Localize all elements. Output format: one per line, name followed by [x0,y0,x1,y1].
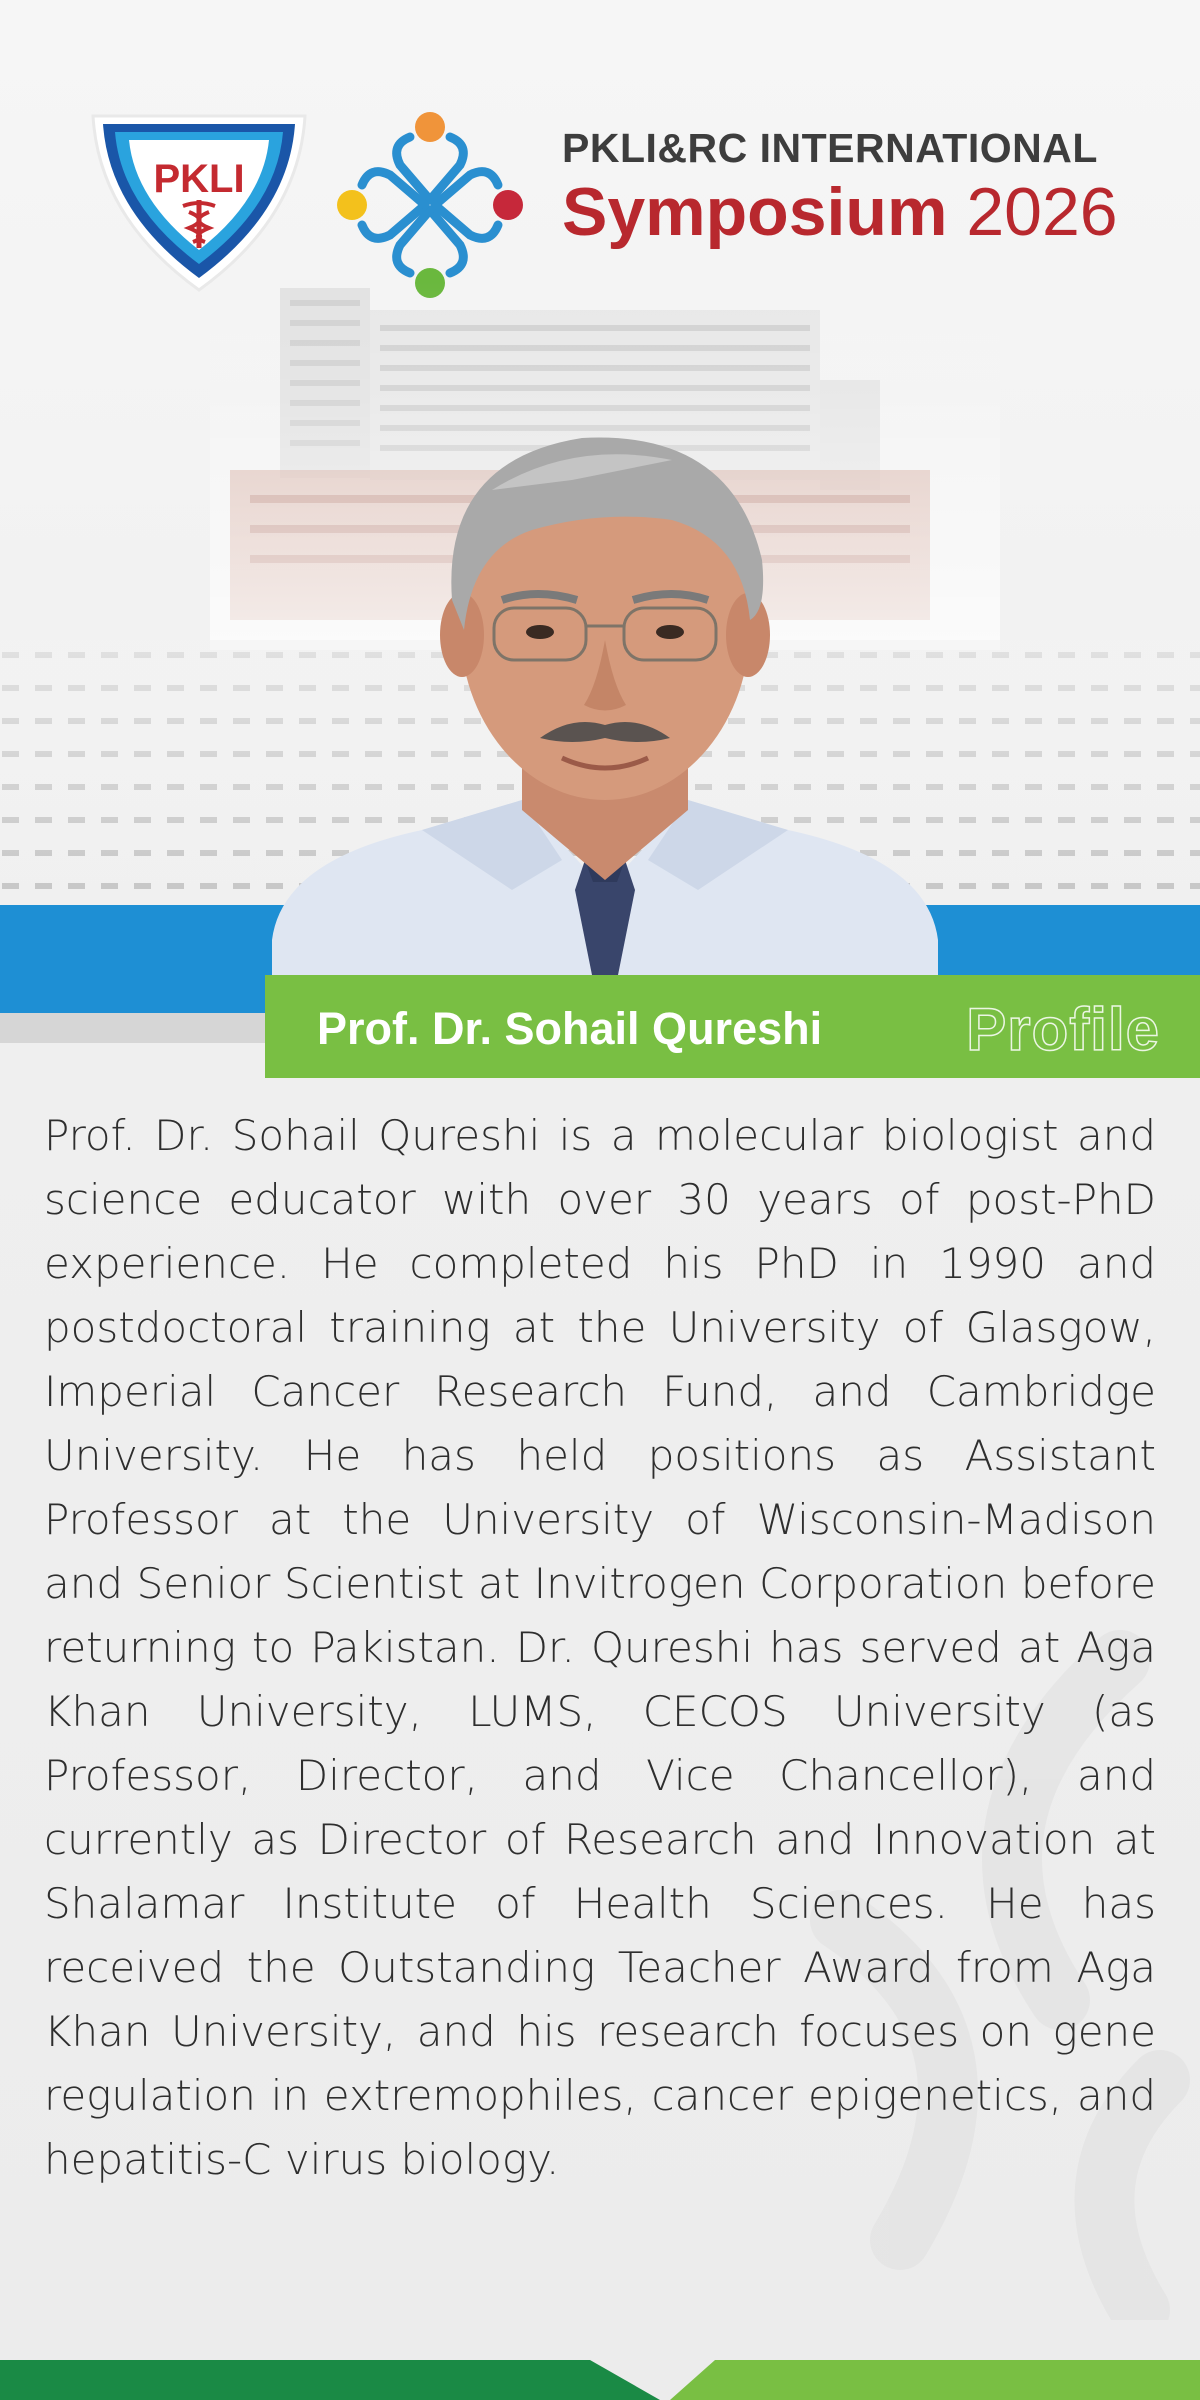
pkli-shield-logo-icon [85,108,313,298]
speaker-name: Prof. Dr. Sohail Qureshi [317,1003,823,1054]
symposium-title [562,174,1118,250]
symposium-year: 2026 [966,174,1118,250]
pkli-logo-text: PKLI [153,157,245,201]
name-bar [265,975,1200,1078]
footer-band [0,2360,1200,2400]
symposium-cross-logo-icon [330,105,530,305]
profile-tag: Profile [966,996,1160,1063]
speaker-bio: Prof. Dr. Sohail Qureshi is a molecular biologist and science educator with over 30 years of post-PhD experience. He completed his PhD in 1990 and postdoctoral training at the University of Glasgow, Imperial Cancer Research Fund, and Cambridge University. He has held positions as Assistant Professor at the University of Wisconsin-Madison and Senior Scientist at Invitrogen Corporation before returning to Pakistan. Dr. Qureshi has served at Aga Khan University, LUMS, CECOS University (as Professor, Director, and Vice Chancellor), and currently as Director of Research and Innovation at Shalamar Institute of Health Sciences. He has received the Outstanding Teacher Award from Aga Khan University, and his research focuses on gene regulation in extremophiles, cancer epigenetics, and hepatitis-C virus biology. [44,1111,1156,2184]
symposium-word: Symposium [562,174,948,250]
header [0,0,1200,320]
grey-strip [0,1013,300,1043]
symposium-organizer-title: PKLI&RC INTERNATIONAL [562,125,1098,171]
speaker-portrait [272,420,938,980]
